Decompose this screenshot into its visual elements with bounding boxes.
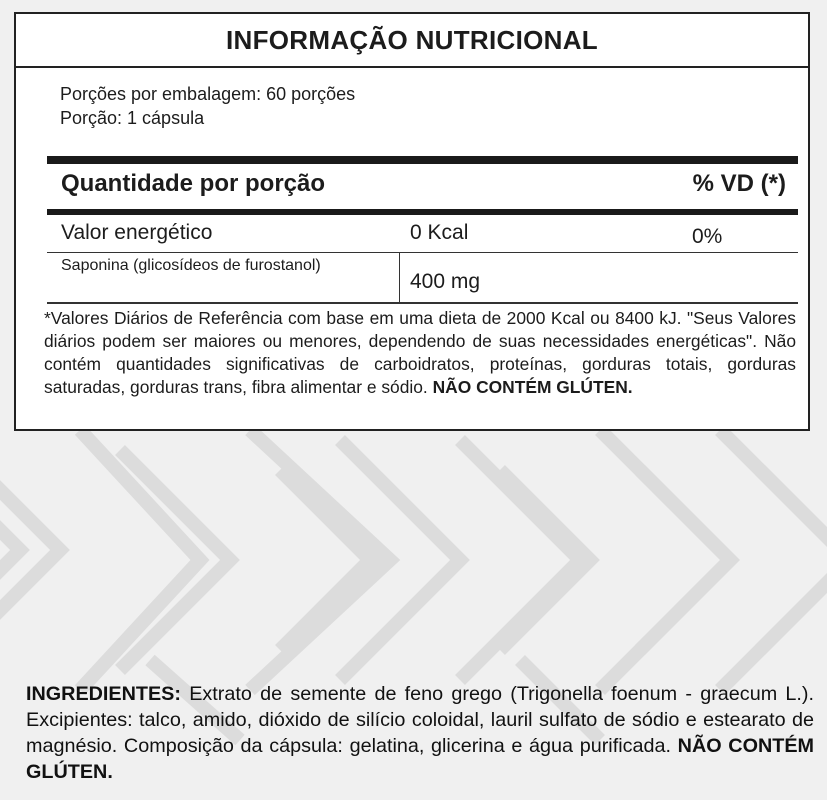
row-daily-value: 0% xyxy=(692,225,723,248)
ingredients-gluten-warning: NÃO CONTÉM GLÚTEN. xyxy=(26,735,814,783)
footnote xyxy=(44,307,796,399)
table-header xyxy=(47,164,798,215)
row-name: Valor energético xyxy=(61,221,213,244)
header-rule xyxy=(47,156,798,164)
serving-size: Porção: 1 cápsula xyxy=(60,108,205,128)
nutrition-facts-panel xyxy=(14,12,810,431)
nutrition-table xyxy=(47,156,798,304)
serving-info xyxy=(60,82,355,130)
table-row xyxy=(47,215,798,253)
panel-title: INFORMAÇÃO NUTRICIONAL xyxy=(16,14,808,68)
row-amount: 0 Kcal xyxy=(410,221,469,244)
gluten-warning: NÃO CONTÉM GLÚTEN. xyxy=(432,377,633,397)
ingredients xyxy=(26,681,814,785)
table-row xyxy=(47,253,798,304)
row-name: Saponina (glicosídeos de furostanol) xyxy=(61,257,321,274)
column-divider xyxy=(399,253,400,302)
ingredients-heading: INGREDIENTES: xyxy=(26,683,181,705)
servings-per-package: Porções por embalagem: 60 porções xyxy=(60,84,356,104)
ingredients-text: Extrato de semente de feno grego (Trigonella foenum - graecum L.). Excipientes: talco, amido, dióxido de silício coloidal, lauril sulfato de sódio e estearato de magnésio. Composição da cápsula: gelatina, glicerina e água purificada. xyxy=(26,683,814,757)
row-amount: 400 mg xyxy=(410,270,481,293)
header-daily-value: % VD (*) xyxy=(692,170,786,197)
header-quantity: Quantidade por porção xyxy=(61,170,326,197)
footnote-text: *Valores Diários de Referência com base em uma dieta de 2000 Kcal ou 8400 kJ. "Seus Valores diários podem ser maiores ou menores, dependendo de suas necessidades energéticas". Não contém quantidades significativas de carboidratos, proteínas, gorduras totais, gorduras saturadas, gorduras trans, fibra alimentar e sódio. xyxy=(44,308,796,397)
